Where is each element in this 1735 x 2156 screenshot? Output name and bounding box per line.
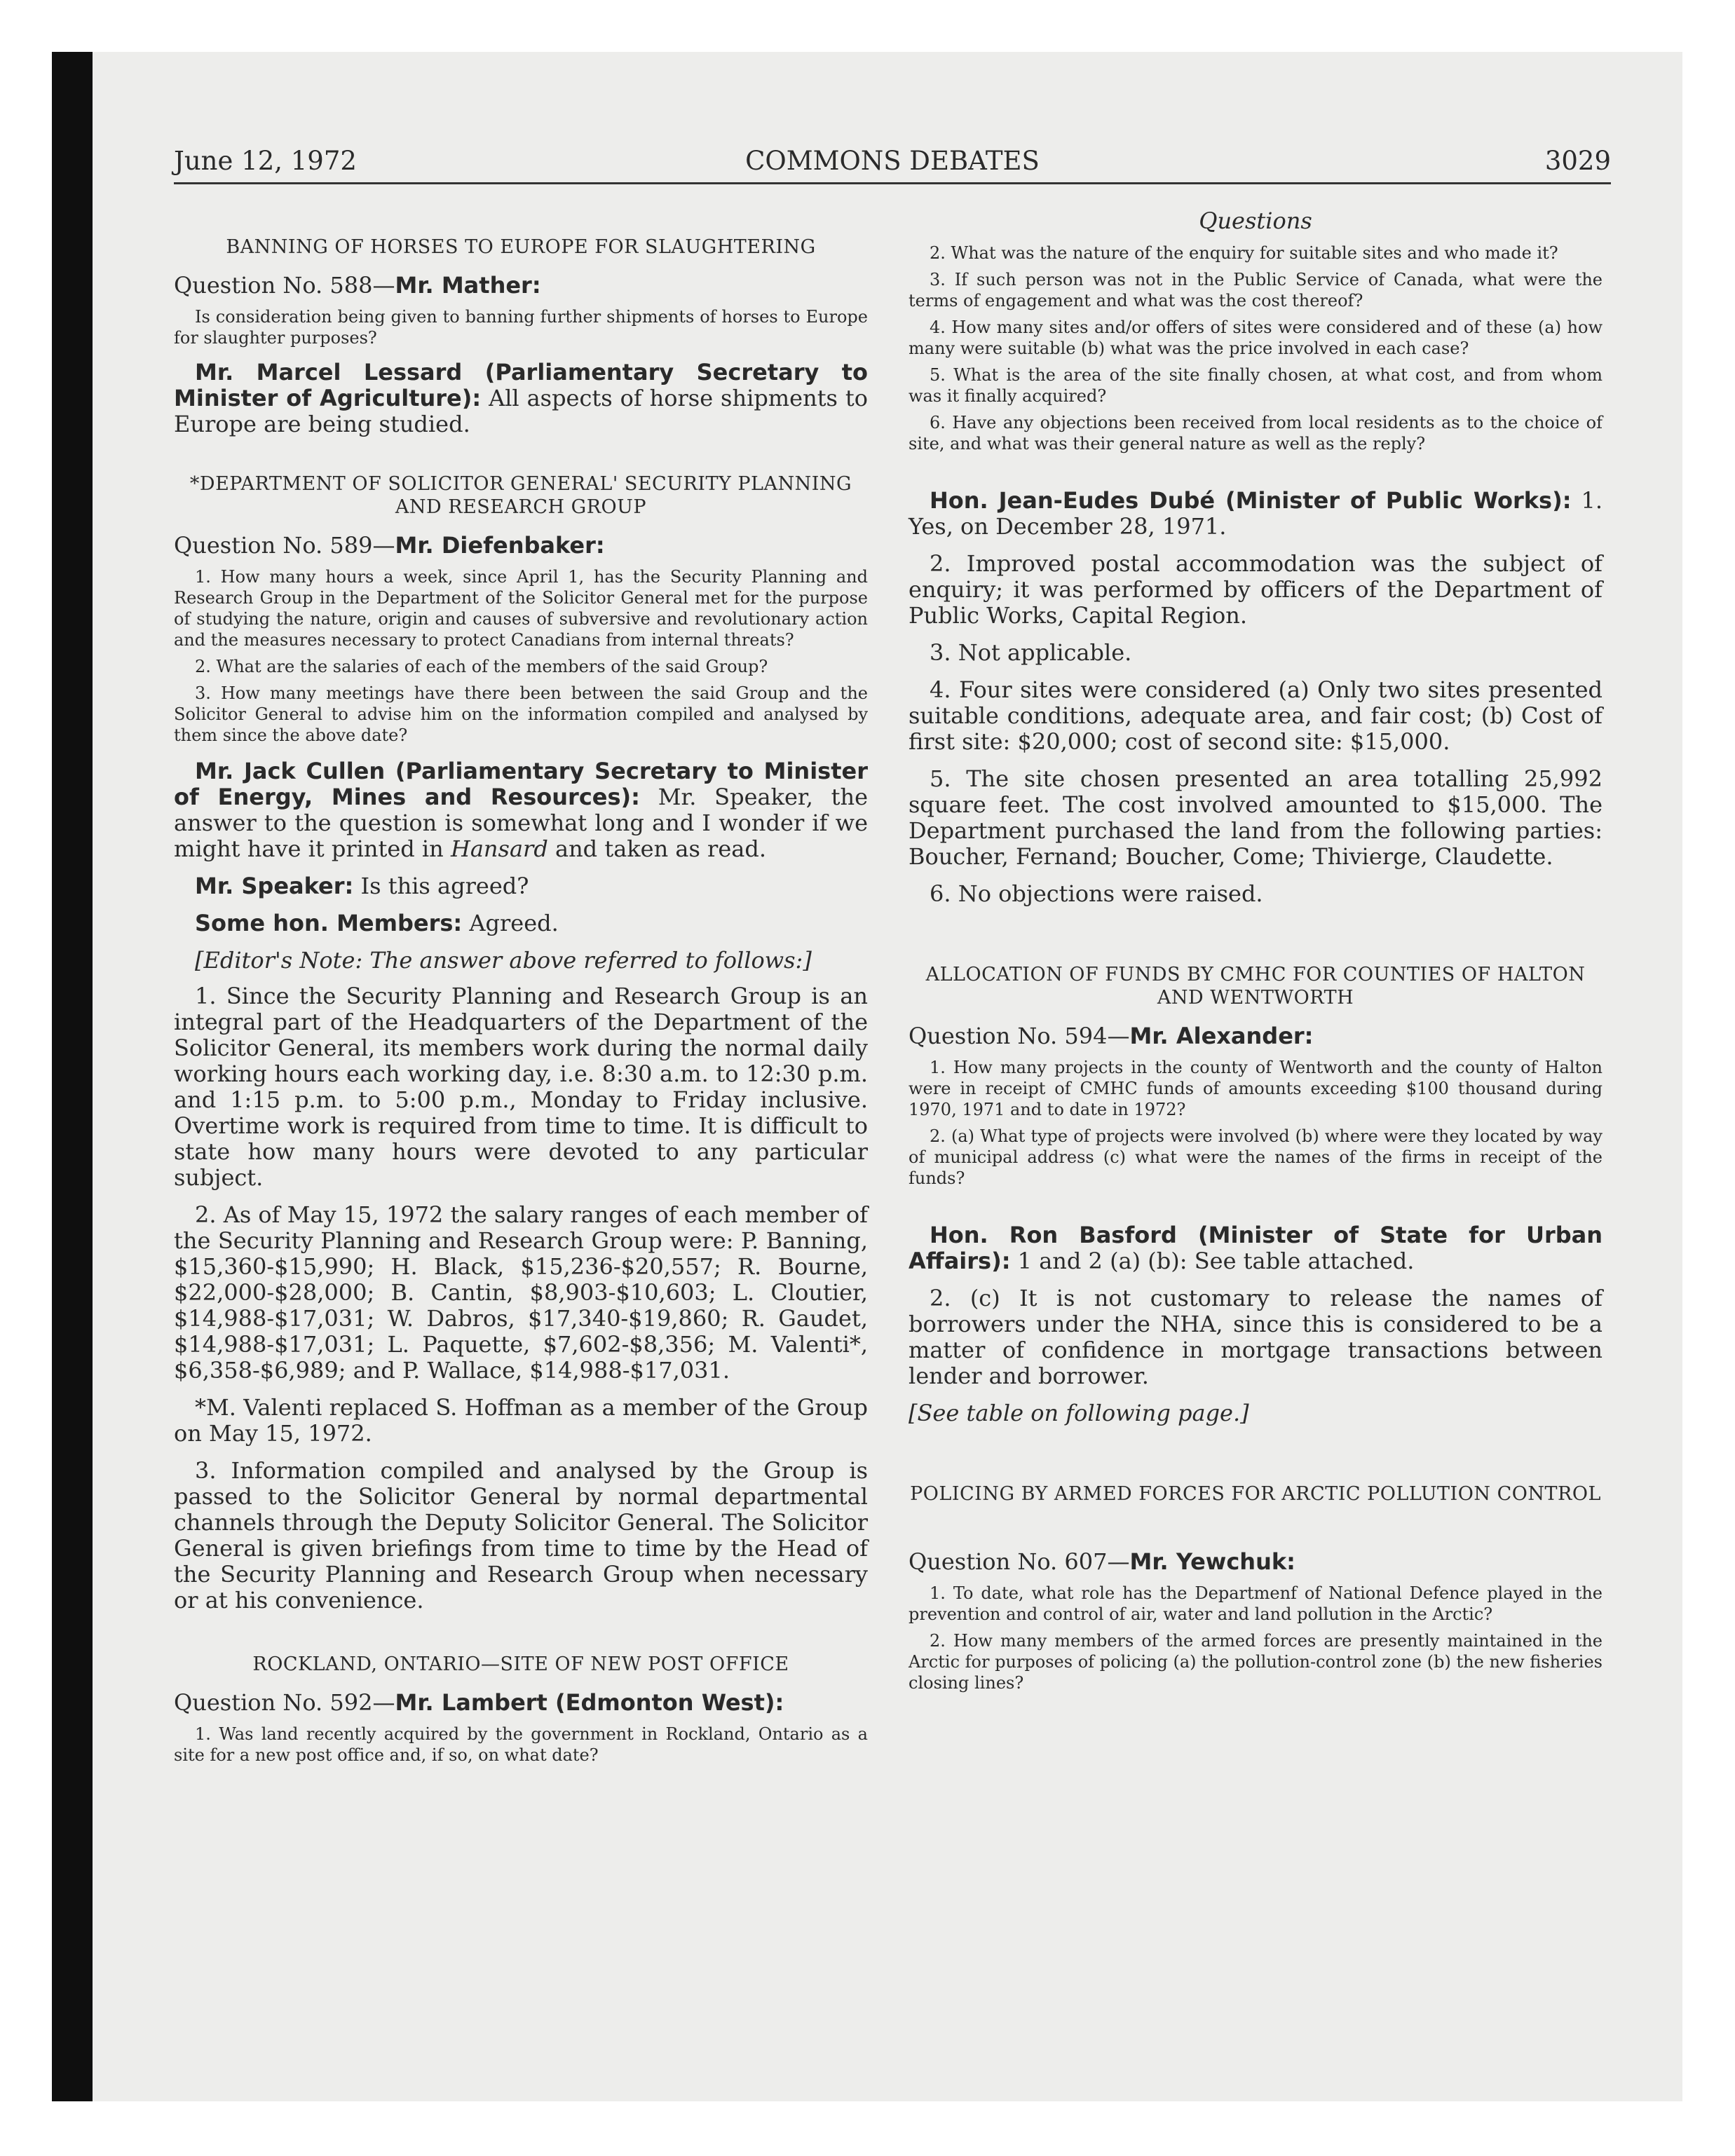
question-number: Question No. 589—	[174, 532, 395, 559]
answer-paragraph: 6. No objections were raised.	[930, 880, 1263, 907]
hansard-text: Hansard	[450, 835, 548, 862]
members-name: Some hon. Members:	[195, 910, 463, 936]
speaker-text: Is this agreed?	[353, 873, 529, 899]
questioner-name: Mr. Diefenbaker:	[395, 532, 605, 559]
answer-594	[909, 1222, 1603, 1274]
question-item: 3. How many meetings have there been between the said Group and the Solicitor General to advise him on the information compiled and analysed by them since the above date?	[174, 683, 868, 745]
answer-paragraph: 3. Not applicable.	[930, 639, 1132, 666]
page-number: 3029	[1544, 146, 1611, 176]
answer-588	[174, 360, 868, 437]
question-item: 2. (a) What type of projects were involved (b) where were they located by way of municipal address (c) what were the names of the firms in receipt of the funds?	[909, 1126, 1603, 1188]
answer-paragraph: 3. Information compiled and analysed by the Group is passed to the Solicitor General by normal departmental channels through the Deputy Solicitor General. The Solicitor General is given briefings from time to time by the Head of the Security Planning and Research Group when necessary or at his convenience.	[174, 1457, 868, 1613]
section-title-rockland: ROCKLAND, ONTARIO—SITE OF NEW POST OFFICE	[252, 1653, 789, 1675]
header-date: June 12, 1972	[174, 146, 357, 176]
question-number: Question No. 592—	[174, 1689, 395, 1716]
answer-footnote: *M. Valenti replaced S. Hoffman as a member of the Group on May 15, 1972.	[174, 1394, 868, 1447]
answer-text-end: and taken as read.	[547, 835, 767, 862]
editors-note: [Editor's Note: The answer above referred to follows:]	[195, 947, 812, 974]
question-item: 1. Was land recently acquired by the government in Rockland, Ontario as a site for a new post office and, if so, on what date?	[174, 1724, 868, 1765]
section-title-arctic: POLICING BY ARMED FORCES FOR ARCTIC POLLUTION CONTROL	[910, 1483, 1601, 1505]
answer-592	[909, 488, 1603, 540]
question-item: 6. Have any objections been received from local residents as to the choice of site, and what was their general nature as well as the reply?	[909, 413, 1603, 453]
question-number: Question No. 588—	[174, 272, 395, 299]
header-title: COMMONS DEBATES	[745, 146, 1040, 176]
running-header	[174, 140, 1611, 184]
question-item: 1. How many hours a week, since April 1, has the Security Planning and Research Group in the Department of the Solicitor General met for the purpose of studying the nature, origin and causes of subversive and revolutionary action and the measures necessary to protect Canadians from internal threats?	[174, 567, 868, 650]
section-title-security-group: *DEPARTMENT OF SOLICITOR GENERAL' SECURITY PLANNING AND RESEARCH GROUP	[189, 473, 852, 518]
question-item: 2. How many members of the armed forces are presently maintained in the Arctic for purposes of policing (a) the pollution-control zone (b) the new fisheries closing lines?	[909, 1631, 1603, 1693]
question-item: 1. How many projects in the county of Wentworth and the county of Halton were in receipt of CMHC funds of amounts exceeding $100 thousand during 1970, 1971 and to date in 1972?	[909, 1058, 1603, 1119]
answer-text: 1. Yes, on December 28, 1971.	[909, 487, 1603, 540]
question-item: 3. If such person was not in the Public Service of Canada, what were the terms of engagement and what was the cost thereof?	[909, 270, 1603, 311]
answerer-name: Hon. Jean-Eudes Dubé (Minister of Public Works):	[930, 487, 1572, 514]
question-592	[174, 1688, 868, 1717]
members-line	[174, 910, 868, 936]
table-reference-note: [See table on following page.]	[909, 1400, 1249, 1426]
hansard-page	[174, 140, 1611, 2075]
answer-text: All aspects of horse shipments to Europe are being studied.	[174, 385, 868, 437]
question-588	[174, 271, 868, 299]
question-589	[174, 531, 868, 559]
answer-text: 1 and 2 (a) (b): See table attached.	[1010, 1248, 1415, 1274]
question-item: 2. What was the nature of the enquiry for suitable sites and who made it?	[930, 243, 1558, 263]
question-text: Is consideration being given to banning further shipments of horses to Europe for slaughter purposes?	[174, 307, 868, 348]
right-column	[909, 207, 1603, 1699]
answer-paragraph: 2. Improved postal accommodation was the subject of enquiry; it was performed by officers of the Department of Public Works, Capital Region.	[909, 550, 1603, 629]
question-number: Question No. 607—	[909, 1548, 1130, 1575]
speaker-line	[174, 873, 868, 899]
question-item: 5. What is the area of the site finally chosen, at what cost, and from whom was it finally acquired?	[909, 365, 1603, 406]
question-item: 1. To date, what role has the Departmenf of National Defence played in the prevention and control of air, water and land pollution in the Arctic?	[909, 1583, 1603, 1624]
question-594	[909, 1022, 1603, 1050]
section-title-cmhc: ALLOCATION OF FUNDS BY CMHC FOR COUNTIES OF HALTON AND WENTWORTH	[925, 964, 1586, 1009]
questioner-name: Mr. Alexander:	[1129, 1023, 1314, 1049]
binding-shadow	[52, 52, 93, 2101]
section-title-horses: BANNING OF HORSES TO EUROPE FOR SLAUGHTERING	[226, 236, 816, 258]
answer-paragraph: 2. (c) It is not customary to release the names of borrowers under the NHA, since this is considered to be a matter of confidence in mortgage transactions between lender and borrower.	[909, 1285, 1603, 1389]
left-column	[174, 207, 868, 1771]
answerer-name: Hon. Ron Basford (Minister of State for Urban Affairs):	[909, 1222, 1603, 1274]
answer-paragraph: 2. As of May 15, 1972 the salary ranges of each member of the Security Planning and Research Group were: P. Banning, $15,360-$15,990; H. Black, $15,236-$20,557; R. Bourne, $22,000-$28,000; B. Cantin, $8,903-$10,603; L. Cloutier, $14,988-$17,031; W. Dabros, $17,340-$19,860; R. Gaudet, $14,988-$17,031; L. Paquette, $7,602-$8,356; M. Valenti*, $6,358-$6,989; and P. Wallace, $14,988-$17,031.	[174, 1201, 869, 1384]
questioner-name: Mr. Mather:	[395, 272, 541, 299]
answer-text: Mr. Speaker, the answer to the question is somewhat long and I wonder if we might have it printed in	[174, 784, 869, 862]
questions-subheading: Questions	[1199, 207, 1312, 234]
answer-paragraph: 4. Four sites were considered (a) Only two sites presented suitable conditions, adequate area, and fair cost; (b) Cost of first site: $20,000; cost of second site: $15,000.	[909, 676, 1603, 755]
question-number: Question No. 594—	[909, 1023, 1130, 1049]
speaker-name: Mr. Speaker:	[195, 873, 354, 899]
answerer-name: Mr. Jack Cullen (Parliamentary Secretary to Minister of Energy, Mines and Resources):	[174, 758, 868, 810]
questioner-name: Mr. Lambert (Edmonton West):	[395, 1689, 784, 1716]
answer-589	[174, 758, 868, 862]
question-item: 2. What are the salaries of each of the members of the said Group?	[195, 657, 768, 676]
members-text: Agreed.	[462, 910, 559, 936]
question-item: 4. How many sites and/or offers of sites were considered and of these (a) how many were suitable (b) what was the price involved in each case?	[909, 318, 1603, 358]
answer-paragraph: 5. The site chosen presented an area totalling 25,992 square feet. The cost involved amounted to $15,000. The Department purchased the land from the following parties: Boucher, Fernand; Boucher, Come; Thivierge, Claudette.	[909, 765, 1603, 870]
answer-paragraph: 1. Since the Security Planning and Research Group is an integral part of the Headquarters of the Department of the Solicitor General, its members work during the normal daily working hours each working day, i.e. 8:30 a.m. to 12:30 p.m. and 1:15 p.m. to 5:00 p.m., Monday to Friday inclusive. Overtime work is required from time to time. It is difficult to state how many hours were devoted to any particular subject.	[174, 983, 868, 1191]
question-607	[909, 1548, 1603, 1576]
answerer-name: Mr. Marcel Lessard (Parliamentary Secretary to Minister of Agriculture):	[174, 359, 868, 411]
questioner-name: Mr. Yewchuk:	[1129, 1548, 1295, 1575]
